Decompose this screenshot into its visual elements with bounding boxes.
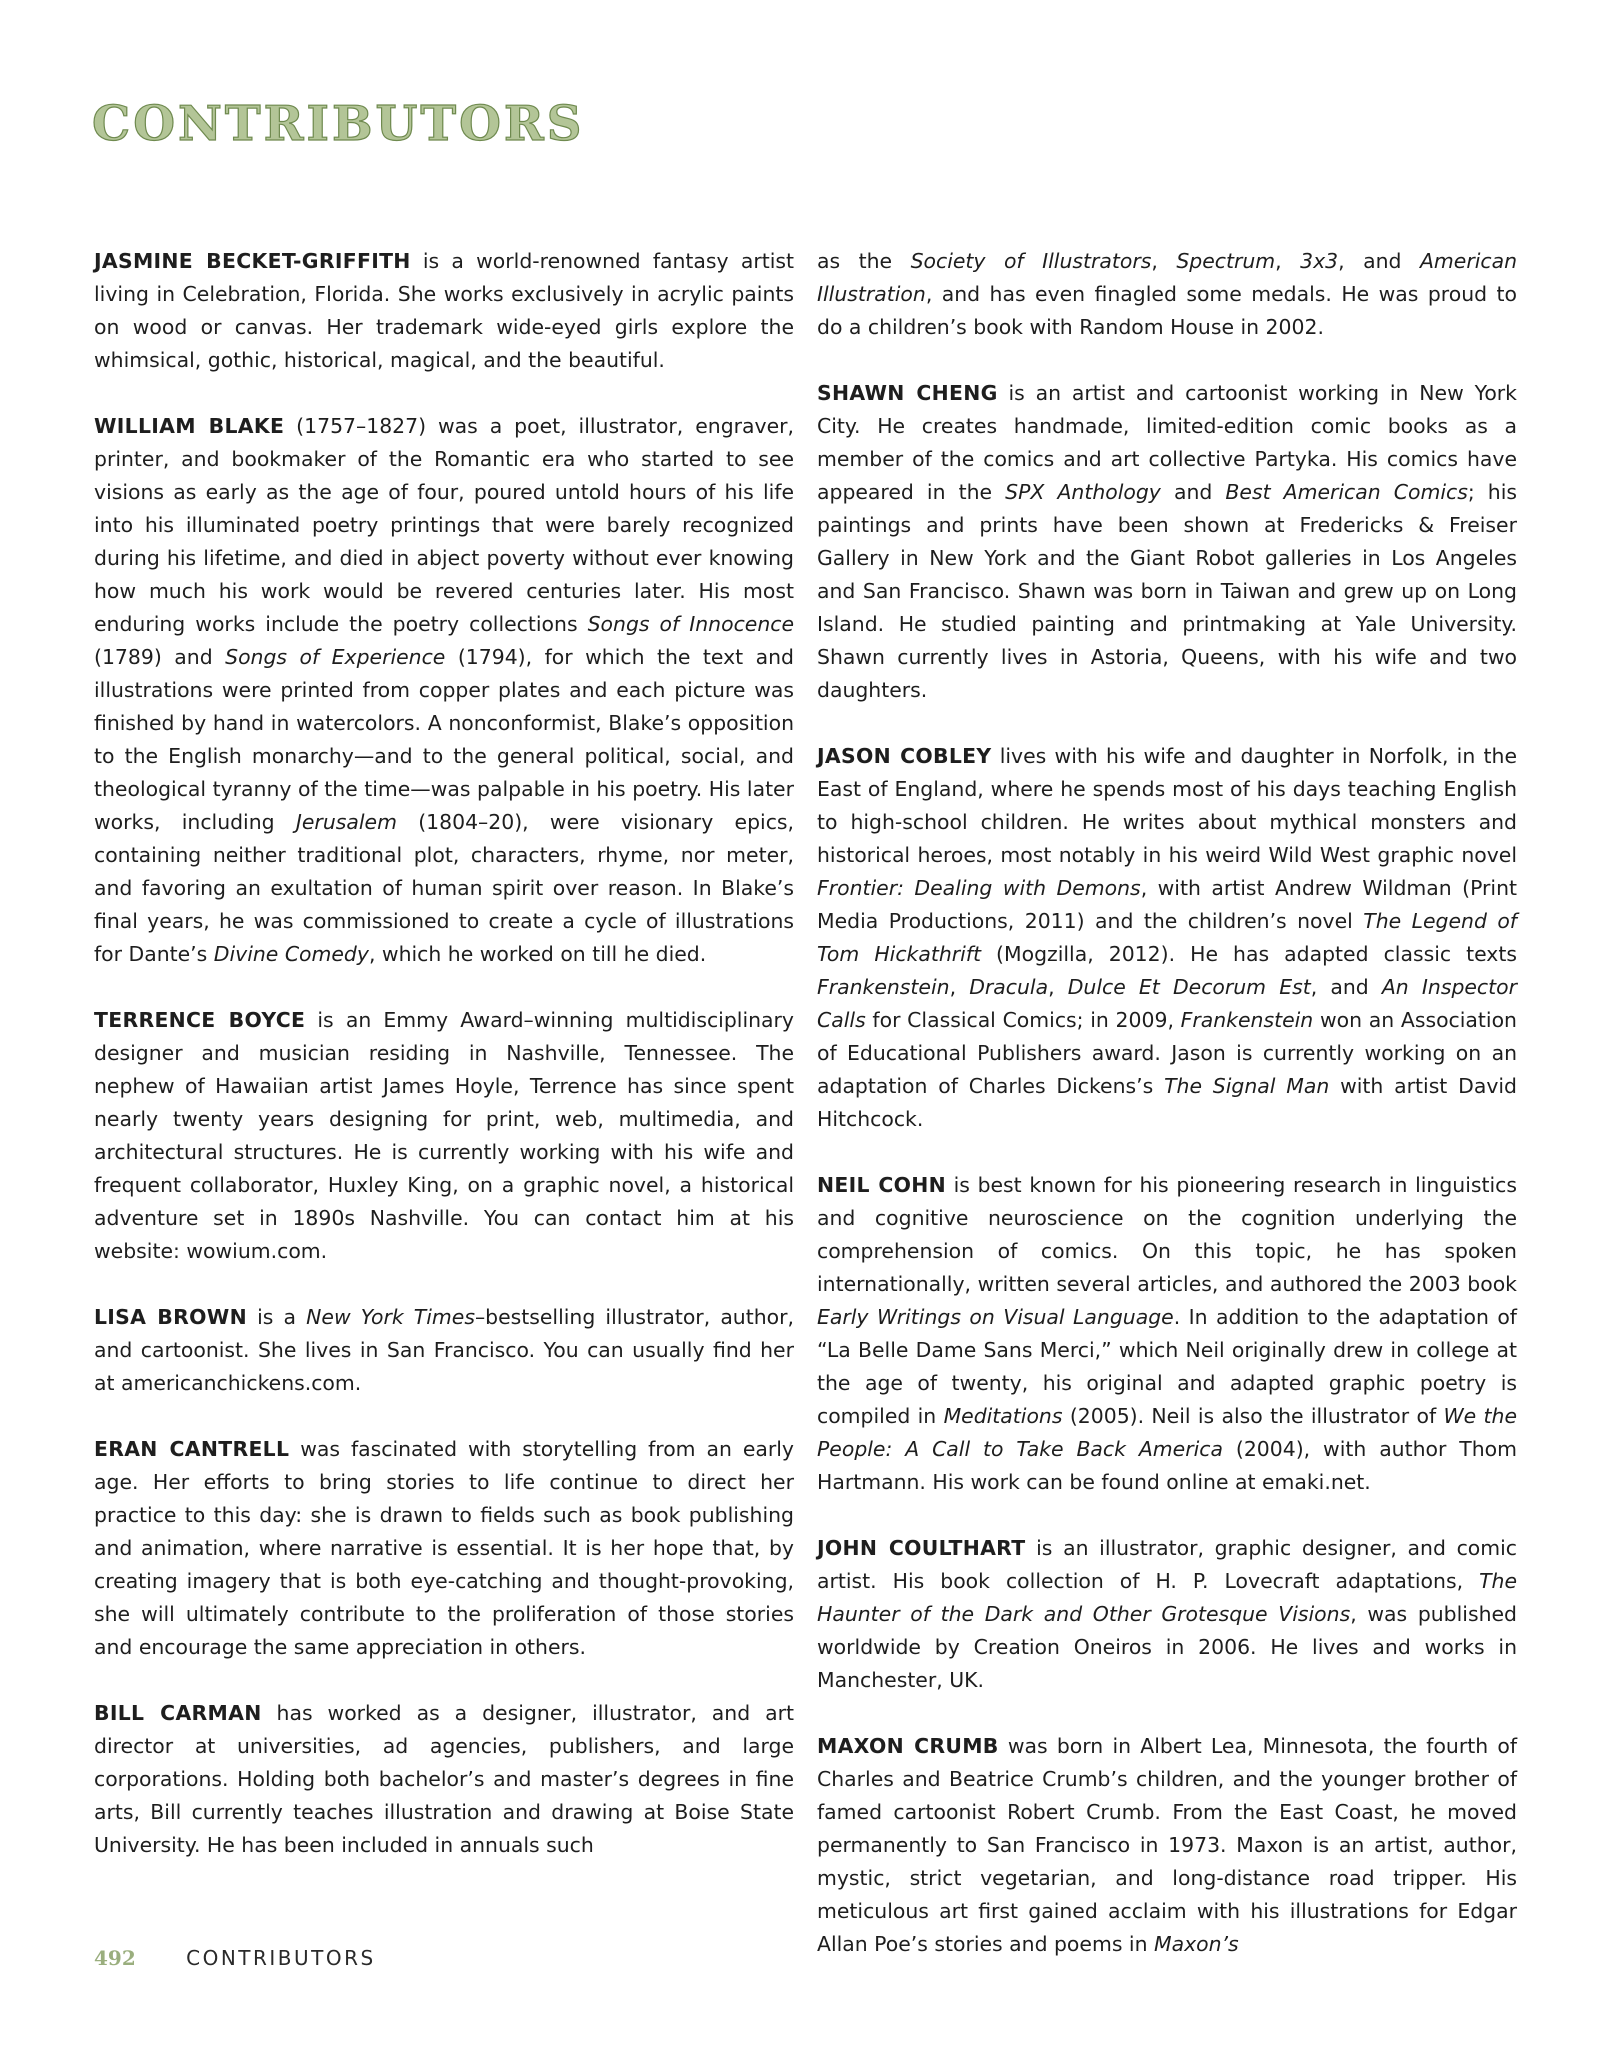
italic-title: Divine Comedy <box>213 942 369 966</box>
italic-title: 3x3 <box>1300 249 1339 273</box>
bio-text: (1757–1827) was a poet, illustrator, engraver, printer, and bookmaker of the Romantic era who started to see visions as early as the age of four, poured untold hours of his life into his illuminated poetry printings that were barely recognized during his lifetime, and died in abject poverty without ever knowing how much his work would be revered centuries later. His most enduring works include the poetry collections <box>94 414 794 636</box>
italic-title: Spectrum <box>1176 249 1276 273</box>
italic-title: The Haunter of the Dark and Other Grotesque Visions <box>817 1569 1517 1626</box>
italic-title: The Legend of Tom Hickathrift <box>817 909 1517 966</box>
italic-title: The Signal Man <box>1164 1074 1330 1098</box>
italic-title: Maxon’s <box>1154 1932 1239 1956</box>
page-number: 492 <box>94 1946 136 1970</box>
bio-text: is a <box>246 1305 307 1329</box>
contributor-entry <box>94 245 794 377</box>
italic-title: An Inspector Calls <box>817 975 1517 1032</box>
contributor-entry <box>817 1730 1517 1961</box>
bio-text: with artist David Hitchcock. <box>817 1074 1517 1131</box>
italic-title: Frankenstein <box>1180 1008 1314 1032</box>
italic-title: Society of Illustrators <box>910 249 1152 273</box>
bio-text: , and <box>1310 975 1382 999</box>
contributor-name: LISA BROWN <box>94 1305 247 1329</box>
italic-title: New York Times <box>306 1305 475 1329</box>
contributor-entry <box>817 1532 1517 1697</box>
bio-text: as the <box>817 249 911 273</box>
bio-text: , <box>1275 249 1301 273</box>
bio-text: (1804–20), were visionary epics, containing neither traditional plot, characters, rhyme, nor meter, and favoring an exultation of human spirit over reason. In Blake’s final years, he was commissioned to create a cycle of illustrations for Dante’s <box>94 810 795 966</box>
bio-text: (Mogzilla, 2012). He has adapted classic texts <box>980 942 1517 966</box>
contributor-name: SHAWN CHENG <box>817 381 998 405</box>
bio-text: , which he worked on till he died. <box>368 942 707 966</box>
bio-text: , <box>1151 249 1177 273</box>
running-head: CONTRIBUTORS <box>186 1946 376 1970</box>
italic-title: We the People: A Call to Take Back America <box>817 1404 1517 1461</box>
contributor-entry <box>94 410 794 971</box>
bio-text: is an artist and cartoonist working in New York City. He creates handmade, limited-edition comic books as a member of the comics and art collective Partyka. His comics have appeared in the <box>817 381 1517 504</box>
italic-title: Best American Comics <box>1225 480 1468 504</box>
italic-title: American Illustration <box>817 249 1518 306</box>
contributor-entry <box>94 1433 794 1664</box>
bio-text: , <box>1048 975 1068 999</box>
bio-text: was born in Albert Lea, Minnesota, the fourth of Charles and Beatrice Crumb’s children, and the younger brother of famed cartoonist Robert Crumb. From the East Coast, he moved permanently to San Francisco in 1973. Maxon is an artist, author, mystic, strict vegetarian, and long-distance road tripper. His meticulous art first gained acclaim with his illustrations for Edgar Allan Poe’s stories and poems in <box>817 1734 1518 1956</box>
contributor-entry <box>817 377 1517 707</box>
bio-text: is best known for his pioneering research in linguistics and cognitive neuroscience on the cognition underlying the comprehension of comics. On this topic, he has spoken internationally, written several articles, and authored the 2003 book <box>817 1173 1517 1296</box>
contributor-name: WILLIAM BLAKE <box>94 414 285 438</box>
page-heading: CONTRIBUTORS <box>92 96 585 152</box>
bio-text: , and has even finagled some medals. He was proud to do a children’s book with Random House in 2002. <box>817 282 1517 339</box>
contributor-name: BILL CARMAN <box>94 1701 262 1725</box>
contributor-entry <box>94 1697 794 1862</box>
contributor-entry <box>817 245 1517 344</box>
contributor-name: JOHN COULTHART <box>817 1536 1026 1560</box>
contributor-entry <box>94 1004 794 1268</box>
bio-text: (2004), with author Thom Hartmann. His work can be found online at emaki.net. <box>817 1437 1517 1494</box>
italic-title: Jerusalem <box>295 810 397 834</box>
left-column <box>94 245 794 1895</box>
contributor-name: TERRENCE BOYCE <box>94 1008 306 1032</box>
bio-text: is an illustrator, graphic designer, and comic artist. His book collection of H. P. Lovecraft adaptations, <box>817 1536 1518 1593</box>
italic-title: Dracula <box>969 975 1049 999</box>
italic-title: Songs of Innocence <box>587 612 795 636</box>
bio-text: for Classical Comics; in 2009, <box>865 1008 1181 1032</box>
contributor-name: ERAN CANTRELL <box>94 1437 290 1461</box>
bio-text: , with artist Andrew Wildman (Print Media Productions, 2011) and the children’s novel <box>817 876 1517 933</box>
bio-text: , and <box>1338 249 1420 273</box>
page-footer <box>94 1948 376 1968</box>
italic-title: SPX Anthology <box>1005 480 1161 504</box>
italic-title: Meditations <box>943 1404 1063 1428</box>
bio-text: has worked as a designer, illustrator, and art director at universities, ad agencies, publishers, and large corporations. Holding both bachelor’s and master’s degrees in fine arts, Bill currently teaches illustration and drawing at Boise State University. He has been included in annuals such <box>94 1701 794 1857</box>
contributor-entry <box>817 740 1517 1136</box>
bio-text: is a world-renowned fantasy artist living in Celebration, Florida. She works exclusively in acrylic paints on wood or canvas. Her trademark wide-eyed girls explore the whimsical, gothic, historical, magical, and the beautiful. <box>94 249 794 372</box>
bio-text: , was published worldwide by Creation Oneiros in 2006. He lives and works in Manchester, UK. <box>817 1602 1517 1692</box>
bio-text: (1789) and <box>94 645 226 669</box>
italic-title: Frankenstein <box>817 975 950 999</box>
contributor-entry <box>94 1301 794 1400</box>
bio-text: (1794), for which the text and illustrations were printed from copper plates and each picture was finished by hand in watercolors. A nonconformist, Blake’s opposition to the English monarchy—and to the general political, social, and theological tyranny of the time—was palpable in his poetry. His later works, including <box>94 645 794 834</box>
bio-text: ; his paintings and prints have been shown at Fredericks & Freiser Gallery in New York and the Giant Robot galleries in Los Angeles and San Francisco. Shawn was born in Taiwan and grew up on Long Island. He studied painting and printmaking at Yale University. Shawn currently lives in Astoria, Queens, with his wife and two daughters. <box>817 480 1518 702</box>
italic-title: Frontier: Dealing with Demons <box>817 876 1141 900</box>
bio-text: won an Association of Educational Publishers award. Jason is currently working on an adaptation of Charles Dickens’s <box>817 1008 1517 1098</box>
bio-text: (2005). Neil is also the illustrator of <box>1062 1404 1444 1428</box>
contributor-name: MAXON CRUMB <box>817 1734 999 1758</box>
bio-text: and <box>1160 480 1226 504</box>
bio-text: –bestselling illustrator, author, and cartoonist. She lives in San Francisco. You can usually find her at americanchickens.com. <box>94 1305 794 1395</box>
contributor-name: JASMINE BECKET-GRIFFITH <box>94 249 411 273</box>
italic-title: Songs of Experience <box>225 645 446 669</box>
bio-text: lives with his wife and daughter in Norfolk, in the East of England, where he spends most of his days teaching English to high-school children. He writes about mythical monsters and historical heroes, most notably in his weird Wild West graphic novel <box>817 744 1517 867</box>
contributor-name: NEIL COHN <box>817 1173 946 1197</box>
bio-text: . In addition to the adaptation of “La Belle Dame Sans Merci,” which Neil originally drew in college at the age of twenty, his original and adapted graphic poetry is compiled in <box>817 1305 1517 1428</box>
contributor-name: JASON COBLEY <box>817 744 992 768</box>
bio-text: was fascinated with storytelling from an early age. Her efforts to bring stories to life continue to direct her practice to this day: she is drawn to fields such as book publishing and animation, where narrative is essential. It is her hope that, by creating imagery that is both eye-catching and thought-provoking, she will ultimately contribute to the proliferation of those stories and encourage the same appreciation in others. <box>94 1437 794 1659</box>
contributor-entry <box>817 1169 1517 1499</box>
right-column <box>817 245 1517 1994</box>
italic-title: Early Writings on Visual Language <box>817 1305 1174 1329</box>
bio-text: , <box>949 975 970 999</box>
bio-text: is an Emmy Award–winning multidisciplinary designer and musician residing in Nashville, Tennessee. The nephew of Hawaiian artist James Hoyle, Terrence has since spent nearly twenty years designing for print, web, multimedia, and architectural structures. He is currently working with his wife and frequent collaborator, Huxley King, on a graphic novel, a historical adventure set in 1890s Nashville. You can contact him at his website: wowium.com. <box>94 1008 794 1263</box>
italic-title: Dulce Et Decorum Est <box>1067 975 1311 999</box>
